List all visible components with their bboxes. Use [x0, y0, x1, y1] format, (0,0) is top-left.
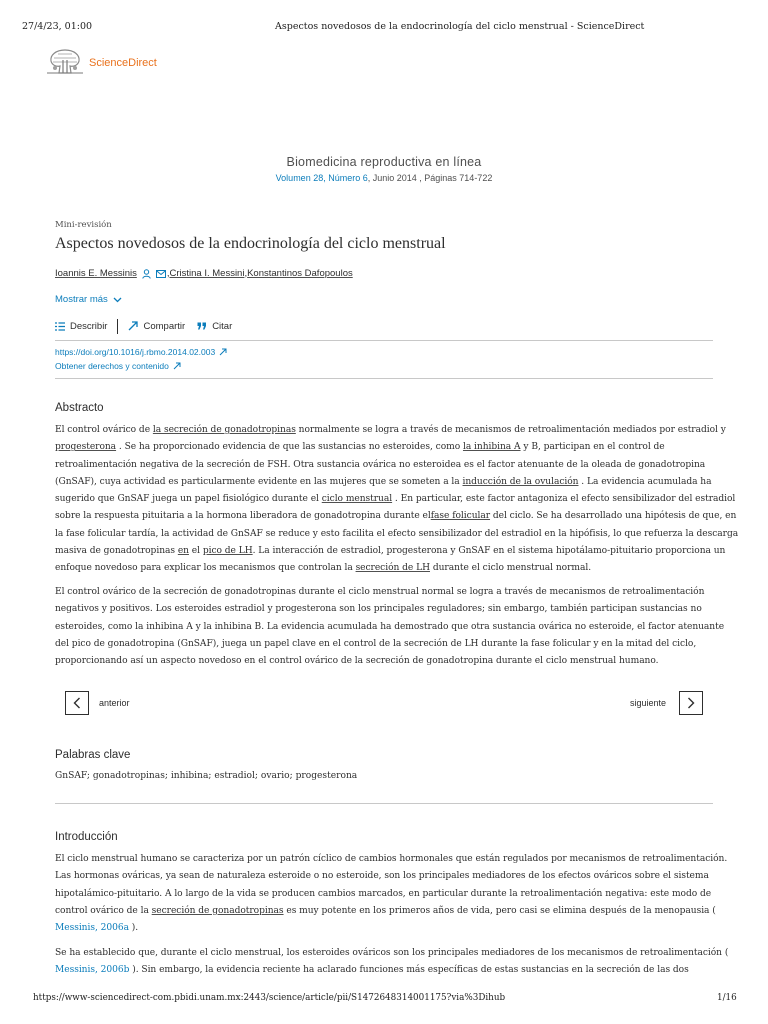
print-datetime: 27/4/23, 01:00	[22, 21, 93, 32]
article-toolbar	[55, 318, 232, 334]
citation-link[interactable]: Messinis, 2006a	[55, 923, 129, 934]
previous-label[interactable]: anterior	[99, 698, 130, 708]
text-line	[55, 508, 737, 525]
journal-issue-line	[0, 173, 768, 183]
text-run: control ovárico de la	[55, 905, 152, 916]
text-run: proporcionando así un aspecto novedoso en el control ovárico de la secreción de gonadotropina durante el ciclo menstrual humano.	[55, 656, 659, 667]
text-run: sugerido que GnSAF juega un papel fisiológico durante el	[55, 494, 322, 505]
divider	[55, 803, 713, 804]
volume-issue-link[interactable]: Volumen 28, Número 6	[275, 173, 368, 183]
text-run: esteroides, como la inhibina A y la inhibina B. La evidencia acumulada ha demostrado que otra sustancia ovárica no esteroide, el factor atenuante	[55, 621, 725, 632]
sciencedirect-logo-text[interactable]: ScienceDirect	[89, 57, 157, 69]
introduction-paragraph-1	[55, 851, 728, 937]
previous-button[interactable]	[65, 691, 89, 715]
describe-label: Describir	[70, 320, 108, 332]
doi-link[interactable]	[55, 347, 227, 357]
journal-name[interactable]: Biomedicina reproductiva en línea	[286, 155, 482, 169]
text-run: (GnSAF), cuya actividad es particularmente evidente en las mujeres que se someten a la	[55, 476, 463, 487]
text-run: . En particular, este factor antagoniza el efecto sensibilizador del estradiol	[392, 494, 736, 505]
cite-label: Citar	[212, 320, 233, 332]
text-line	[55, 601, 715, 618]
text-run: retroalimentación negativa de la secreción de FSH. Otra sustancia ovárica no esteroidea es el factor atenuante de la oleada de gonadotropina	[55, 459, 706, 470]
toolbar-divider	[117, 319, 118, 334]
text-run: normalmente se logra a través de mecanismos de retroalimentación mediados por estradiol y	[295, 425, 726, 435]
abstract-paragraph-2	[55, 584, 725, 670]
text-run: durante el ciclo menstrual normal.	[429, 563, 592, 574]
envelope-icon[interactable]	[156, 270, 166, 278]
text-line	[55, 474, 715, 491]
text-run: . La evidencia acumulada ha	[578, 476, 712, 487]
person-icon[interactable]	[142, 269, 151, 279]
text-run: negativos y positivos. Los esteroides estradiol y progesterona son los principales reguladores; sin embargo, también participan sustancias no	[55, 604, 702, 615]
text-run: Se ha establecido que, durante el ciclo menstrual, los esteroides ováricos son los principales mediadores de los mecanismos de retroalimentación (	[55, 948, 729, 958]
text-line	[55, 422, 726, 439]
external-link-icon	[219, 348, 227, 356]
share-icon	[128, 321, 138, 331]
keywords-heading: Palabras clave	[55, 749, 131, 761]
quote-icon	[197, 322, 207, 330]
introduction-heading: Introducción	[55, 831, 118, 843]
print-page-title: Aspectos novedosos de la endocrinología del ciclo menstrual - ScienceDirect	[275, 21, 645, 32]
article-title: Aspectos novedosos de la endocrinología del ciclo menstrual	[55, 235, 446, 252]
author-link[interactable]: Ioannis E. Messinis	[55, 268, 137, 279]
show-more-label: Mostrar más	[55, 294, 108, 305]
term-link[interactable]: secreción de LH	[355, 563, 430, 574]
keywords-list: GnSAF; gonadotropinas; inhibina; estradiol; ovario; progesterona	[55, 771, 358, 781]
text-run: sobre la respuesta pituitaria a la hormona liberadora de gonadotropina durante el	[55, 511, 431, 522]
term-link[interactable]: inducción de la ovulación	[462, 476, 579, 487]
citation-link[interactable]: Messinis, 2006b	[55, 965, 130, 976]
term-link[interactable]: secreción de gonadotropinas	[151, 905, 284, 916]
print-url: https://www-sciencedirect-com.pbidi.unam.mx:2443/science/article/pii/S1472648314001175?via%3Dihub	[33, 993, 506, 1003]
text-run: . La interacción de estradiol, progesterona y GnSAF en el sistema hipotálamo-pituitario proporciona un	[252, 546, 726, 557]
author-list: Ioannis E. Messinis , Cristina I. Messini , Konstantinos Dafopoulos	[55, 268, 353, 279]
text-line	[55, 903, 715, 920]
describe-button[interactable]	[55, 321, 107, 332]
text-run: Las hormonas ováricas, ya sean de naturaleza esteroide o no esteroide, son los principales mediadores de los efectos ováricos sobre el sistema	[55, 871, 709, 882]
term-link[interactable]: pico de LH	[202, 546, 253, 557]
text-run: la fase folicular tardía, la actividad de GnSAF se reduce y esto facilita el efecto sensibilizador del estradiol en la hipófisis, lo que refuerza la descarga	[55, 528, 739, 539]
text-run: El ciclo menstrual humano se caracteriza por un patrón cíclico de cambios hormonales que están regulados por mecanismos de retroalimentación.	[55, 854, 728, 864]
share-label: Compartir	[143, 320, 186, 332]
share-button[interactable]	[128, 321, 185, 332]
text-line	[55, 636, 715, 653]
divider	[55, 340, 713, 341]
elsevier-tree-logo[interactable]	[44, 46, 86, 76]
text-run: El control ovárico de la secreción de gonadotropinas durante el ciclo menstrual normal se logra a través de mecanismos de retroalimentación	[55, 587, 705, 597]
term-link[interactable]: progesterona	[55, 442, 117, 453]
text-line	[55, 619, 725, 636]
term-link[interactable]: ciclo menstrual	[321, 494, 393, 505]
abstract-heading: Abstracto	[55, 402, 104, 414]
text-line	[55, 526, 739, 543]
doi-text: https://doi.org/10.1016/j.rbmo.2014.02.003	[55, 347, 216, 357]
text-run: hipotalámico-pituitario. A lo largo de la vida se producen cambios marcados, en particular durante la retroalimentación negativa: este modo de	[55, 888, 712, 899]
article-type: Mini-revisión	[55, 220, 112, 230]
abstract-paragraph-1	[55, 422, 739, 578]
text-run: El control ovárico de	[55, 425, 153, 435]
rights-text: Obtener derechos y contenido	[55, 361, 169, 371]
text-line	[55, 543, 726, 560]
external-link-icon	[173, 362, 181, 370]
chevron-down-icon	[113, 297, 122, 303]
chevron-left-icon	[73, 697, 81, 709]
text-line	[55, 868, 715, 885]
text-line	[55, 560, 715, 577]
rights-link[interactable]	[55, 361, 181, 371]
text-line	[55, 945, 729, 962]
text-run: el	[188, 546, 203, 557]
text-run: ).	[128, 923, 139, 934]
text-run: del pico de gonadotropina (GnSAF), juega un papel clave en el control de la secreción de LH durante la fase folicular y en la mitad del ciclo,	[55, 638, 697, 649]
text-run: masiva de gonadotropinas	[55, 546, 178, 557]
text-run: . Se ha proporcionado evidencia de que las sustancias no esteroides, como	[116, 442, 463, 453]
author-link[interactable]: Konstantinos Dafopoulos	[247, 268, 353, 279]
divider	[55, 378, 713, 379]
show-more-button[interactable]	[55, 294, 122, 305]
journal-details: , Junio 2014 , Páginas 714-722	[367, 173, 493, 183]
text-line	[55, 584, 715, 601]
introduction-paragraph-2	[55, 945, 729, 980]
text-run: enfoque novedoso para explicar los mecanismos que controlan la	[55, 563, 356, 574]
next-button[interactable]	[679, 691, 703, 715]
list-icon	[55, 322, 65, 331]
term-link[interactable]: en	[177, 546, 189, 557]
term-link[interactable]: la inhibina A	[462, 442, 521, 453]
text-line	[55, 920, 715, 937]
text-run: y B, participan en el control de	[520, 442, 665, 453]
text-line	[55, 886, 715, 903]
print-page-number: 1/16	[717, 993, 737, 1003]
text-line	[55, 457, 715, 474]
text-run: es muy potente en los primeros años de vida, pero casi se elimina después de la menopausia (	[283, 905, 716, 916]
author-link[interactable]: Cristina I. Messini	[169, 268, 245, 279]
text-run: del ciclo. Se ha desarrollado una hipótesis de que, en	[490, 511, 737, 522]
chevron-right-icon	[687, 697, 695, 709]
text-line	[55, 491, 736, 508]
term-link[interactable]: la secreción de gonadotropinas	[152, 425, 296, 435]
text-line	[55, 851, 728, 868]
text-line	[55, 962, 715, 979]
text-line	[55, 439, 715, 456]
text-run: ). Sin embargo, la evidencia reciente ha aclarado funciones más específicas de estas sustancias en la secreción de las dos	[129, 965, 689, 976]
text-line	[55, 653, 715, 670]
cite-button[interactable]	[197, 321, 232, 332]
term-link[interactable]: fase folicular	[430, 511, 491, 522]
next-label[interactable]: siguiente	[630, 698, 667, 708]
